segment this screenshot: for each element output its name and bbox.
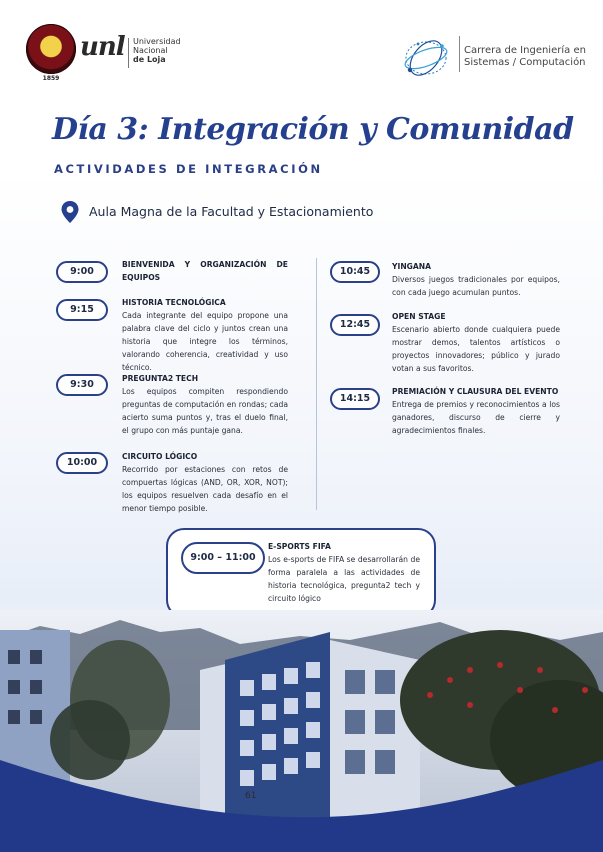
university-seal-logo bbox=[26, 24, 76, 74]
unl-wordmark: unl bbox=[80, 32, 125, 62]
item-title: OPEN STAGE bbox=[392, 312, 446, 321]
column-divider bbox=[316, 258, 317, 510]
item-title: PREGUNTA2 TECH bbox=[122, 374, 199, 383]
university-name-line1: Universidad bbox=[133, 37, 181, 46]
time-pill: 9:15 bbox=[56, 299, 108, 321]
career-divider bbox=[459, 36, 460, 72]
location-pin-icon bbox=[60, 200, 80, 224]
university-name-line2: Nacional bbox=[133, 46, 168, 55]
schedule-item bbox=[122, 258, 288, 284]
schedule-item bbox=[122, 296, 288, 374]
career-name bbox=[464, 45, 586, 69]
esports-description: Los e-sports de FIFA se desarrollarán de forma paralela a las actividades de historia tecnológica, pregunta2 tech y circuito lógico bbox=[268, 555, 420, 603]
schedule-item bbox=[392, 260, 560, 299]
item-title: CIRCUITO LÓGICO bbox=[122, 452, 198, 461]
seal-year: 1859 bbox=[42, 75, 60, 82]
section-subtitle: ACTIVIDADES DE INTEGRACIÓN bbox=[54, 162, 323, 176]
university-name-line3: de Loja bbox=[133, 55, 166, 64]
location-text: Aula Magna de la Facultad y Estacionamiento bbox=[89, 204, 374, 219]
logo-divider bbox=[128, 38, 129, 68]
career-globe-logo bbox=[400, 36, 452, 80]
time-pill: 10:00 bbox=[56, 452, 108, 474]
esports-time-pill: 9:00 – 11:00 bbox=[181, 542, 265, 574]
time-pill: 9:00 bbox=[56, 261, 108, 283]
schedule-item bbox=[122, 450, 288, 515]
item-title: YINGANA bbox=[392, 262, 432, 271]
item-description: Cada integrante del equipo propone una palabra clave del ciclo y juntos crean una historia que integre los términos, valorando coherencia, creatividad y uso técnico. bbox=[122, 311, 288, 372]
item-description: Escenario abierto donde cualquiera puede mostrar demos, talentos artísticos o proyectos innovadores; público y jurado votan a sus favoritos. bbox=[392, 325, 560, 373]
time-pill: 12:45 bbox=[330, 314, 380, 336]
item-description: Diversos juegos tradicionales por equipos, con cada juego acumulan puntos. bbox=[392, 275, 560, 297]
schedule-item bbox=[122, 372, 288, 437]
esports-title: E-SPORTS FIFA bbox=[268, 542, 331, 551]
item-description: Los equipos compiten respondiendo preguntas de computación en rondas; cada acierto suma puntos y, tras el duelo final, el grupo con más puntaje gana. bbox=[122, 387, 288, 435]
item-title: HISTORIA TECNOLÓGICA bbox=[122, 298, 226, 307]
career-name-line2: Sistemas / Computación bbox=[464, 57, 586, 68]
item-title: BIENVENIDA Y ORGANIZACIÓN DE EQUIPOS bbox=[122, 260, 288, 282]
time-pill: 10:45 bbox=[330, 261, 380, 283]
esports-item bbox=[268, 540, 420, 605]
campus-building-photo bbox=[0, 610, 603, 852]
page-title: Día 3: Integración y Comunidad bbox=[52, 112, 574, 147]
career-name-line1: Carrera de Ingeniería en bbox=[464, 45, 586, 56]
item-title: PREMIACIÓN Y CLAUSURA DEL EVENTO bbox=[392, 387, 559, 396]
item-description: Recorrido por estaciones con retos de compuertas lógicas (AND, OR, XOR, NOT); los equipos resuelven cada desafío en el menor tiempo posible. bbox=[122, 465, 288, 513]
schedule-item bbox=[392, 385, 560, 437]
time-pill: 14:15 bbox=[330, 388, 380, 410]
university-name bbox=[133, 37, 181, 64]
building-number: 61 bbox=[245, 791, 257, 801]
item-description: Entrega de premios y reconocimientos a los ganadores, discurso de cierre y agradecimientos finales. bbox=[392, 400, 560, 435]
schedule-item bbox=[392, 310, 560, 375]
time-pill: 9:30 bbox=[56, 374, 108, 396]
